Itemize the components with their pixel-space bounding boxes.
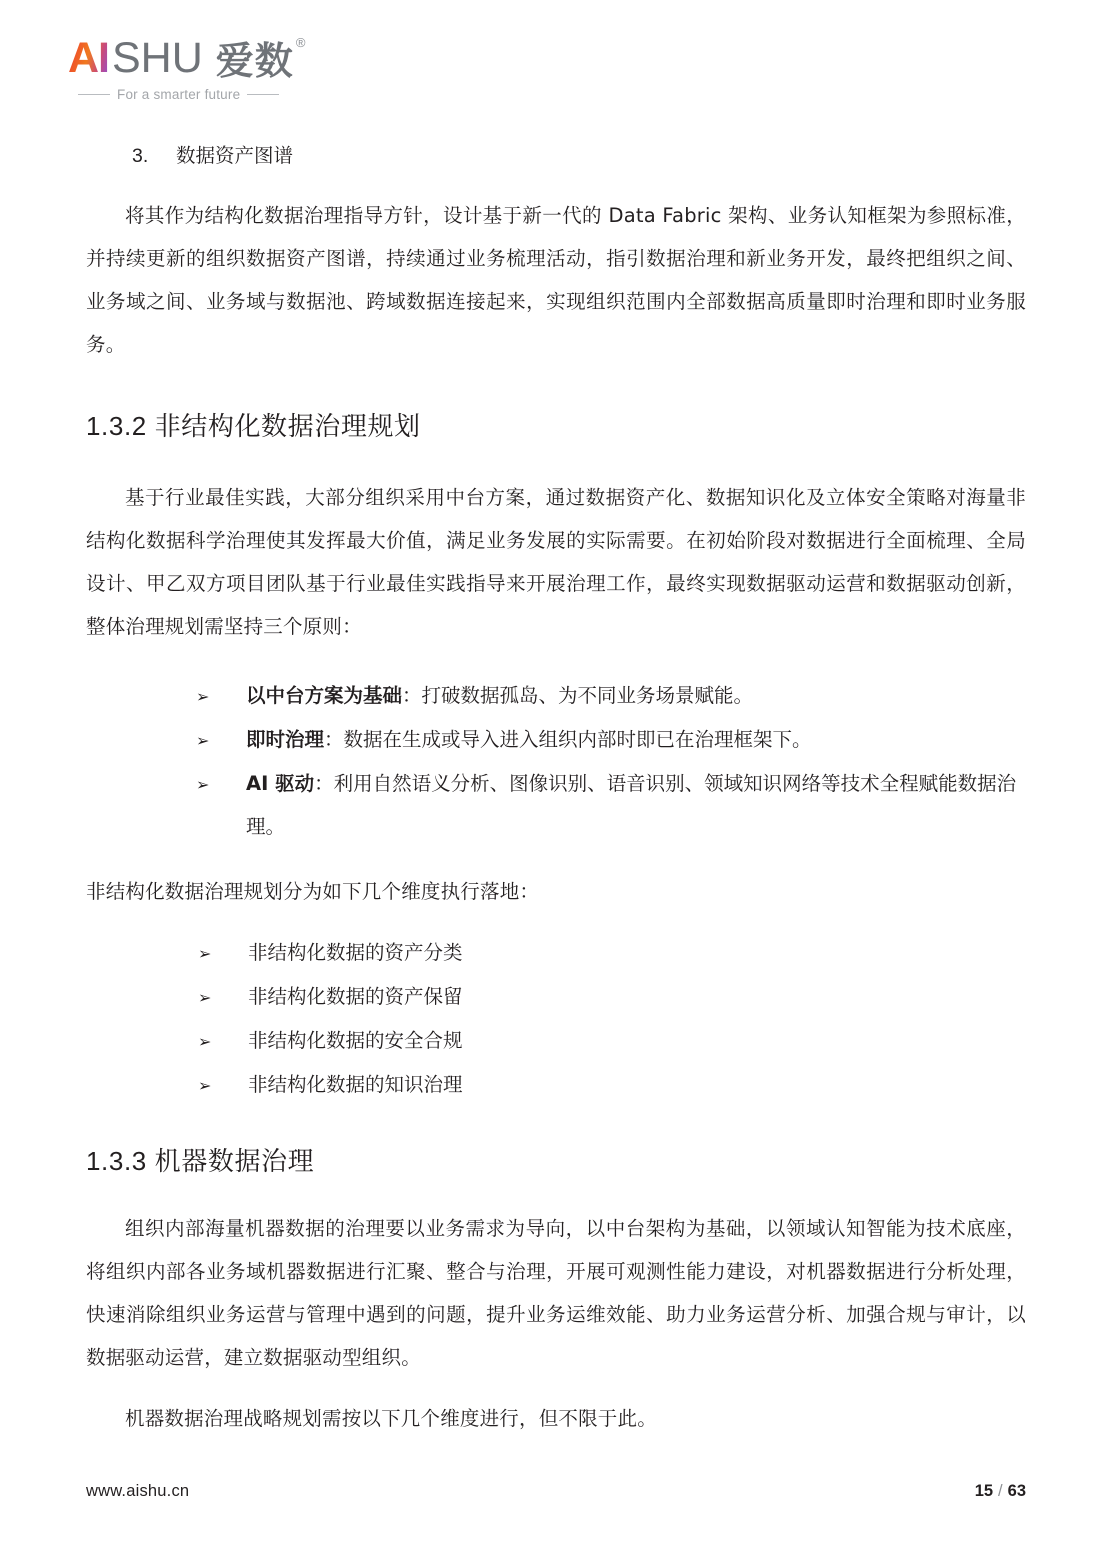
tagline-left-rule bbox=[78, 94, 110, 95]
list-item bbox=[198, 931, 1026, 975]
total-page-count: 63 bbox=[1007, 1482, 1026, 1500]
footer-website-url[interactable]: www.aishu.cn bbox=[86, 1482, 190, 1500]
dimensions-list bbox=[198, 931, 1026, 1107]
company-logo bbox=[68, 34, 368, 102]
list-item-label: AI 驱动 bbox=[246, 772, 315, 795]
arrow-bullet-icon: ➢ bbox=[196, 775, 210, 794]
arrow-bullet-icon: ➢ bbox=[198, 988, 212, 1007]
list-item-detail: ：利用自然语义分析、图像识别、语音识别、领域知识网络等技术全程赋能数据治理。 bbox=[246, 772, 1017, 838]
principles-list bbox=[196, 674, 1026, 848]
page-content bbox=[86, 132, 1026, 1440]
list-item bbox=[196, 762, 1026, 848]
list-item bbox=[198, 1063, 1026, 1107]
numbered-heading-text: 数据资产图谱 bbox=[176, 145, 294, 167]
list-item bbox=[198, 975, 1026, 1019]
logo-wordmark bbox=[68, 34, 368, 83]
logo-chinese-text: 爱数 bbox=[215, 39, 294, 83]
list-item-text bbox=[246, 762, 1026, 848]
section-heading-1-3-3: 1.3.3 机器数据治理 bbox=[86, 1146, 315, 1176]
arrow-bullet-icon: ➢ bbox=[198, 1076, 212, 1095]
page-footer bbox=[86, 1482, 1026, 1501]
list-item bbox=[198, 1019, 1026, 1063]
list-item-text bbox=[246, 674, 1026, 717]
paragraph-dimensions-intro: 非结构化数据治理规划分为如下几个维度执行落地： bbox=[86, 880, 540, 903]
section-heading-1-3-2: 1.3.2 非结构化数据治理规划 bbox=[86, 411, 421, 441]
arrow-bullet-icon: ➢ bbox=[196, 687, 210, 706]
paragraph-machine-data-governance: 组织内部海量机器数据的治理要以业务需求为导向，以中台架构为基础，以领域认知智能为技术底座，将组织内部各业务域机器数据进行汇聚、整合与治理，开展可观测性能力建设，对机器数据进行分析处理，快速消除组织业务运营与管理中遇到的问题，提升业务运维效能、助力业务运营分析、加强合规与审计，以数据驱动运营，建立数据驱动型组织。 bbox=[86, 1217, 1026, 1369]
logo-shu-text: SHU bbox=[112, 34, 203, 82]
registered-trademark-icon: ® bbox=[295, 35, 306, 50]
page-separator: / bbox=[998, 1482, 1003, 1500]
tagline-right-rule bbox=[247, 94, 279, 95]
list-item-detail: ：打破数据孤岛、为不同业务场景赋能。 bbox=[402, 684, 754, 707]
logo-ai-text: AI bbox=[68, 34, 109, 82]
list-item-text bbox=[246, 718, 1026, 761]
list-item-label: 即时治理 bbox=[246, 728, 325, 751]
list-item-text: 非结构化数据的资产保留 bbox=[248, 985, 463, 1008]
page-number bbox=[975, 1482, 1026, 1501]
arrow-bullet-icon: ➢ bbox=[198, 1032, 212, 1051]
paragraph-machine-data-strategy: 机器数据治理战略规划需按以下几个维度进行，但不限于此。 bbox=[125, 1407, 657, 1430]
list-item-text: 非结构化数据的资产分类 bbox=[248, 941, 463, 964]
numbered-heading-3 bbox=[132, 132, 1026, 168]
tagline-text: For a smarter future bbox=[117, 87, 241, 102]
logo-tagline bbox=[78, 87, 368, 102]
list-item bbox=[196, 674, 1026, 718]
paragraph-unstructured-governance: 基于行业最佳实践，大部分组织采用中台方案，通过数据资产化、数据知识化及立体安全策略对海量非结构化数据科学治理使其发挥最大价值，满足业务发展的实际需要。在初始阶段对数据进行全面梳理、全局设计、甲乙双方项目团队基于行业最佳实践指导来开展治理工作，最终实现数据驱动运营和数据驱动创新，整体治理规划需坚持三个原则： bbox=[86, 486, 1026, 638]
arrow-bullet-icon: ➢ bbox=[196, 731, 210, 750]
list-item-detail: ：数据在生成或导入进入组织内部时即已在治理框架下。 bbox=[324, 728, 812, 751]
list-item bbox=[196, 718, 1026, 762]
current-page-number: 15 bbox=[974, 1482, 994, 1500]
list-item-text: 非结构化数据的知识治理 bbox=[248, 1073, 463, 1096]
arrow-bullet-icon: ➢ bbox=[198, 944, 212, 963]
list-item-text: 非结构化数据的安全合规 bbox=[248, 1029, 463, 1052]
paragraph-data-asset-map: 将其作为结构化数据治理指导方针，设计基于新一代的 Data Fabric 架构、业务认知框架为参照标准，并持续更新的组织数据资产图谱，持续通过业务梳理活动，指引数据治理和新业务开发，最终把组织之间、业务域之间、业务域与数据池、跨域数据连接起来，实现组织范围内全部数据高质量即时治理和即时业务服务。 bbox=[86, 204, 1026, 356]
numbered-heading-number: 3. bbox=[132, 145, 149, 167]
list-item-label: 以中台方案为基础 bbox=[246, 684, 403, 707]
